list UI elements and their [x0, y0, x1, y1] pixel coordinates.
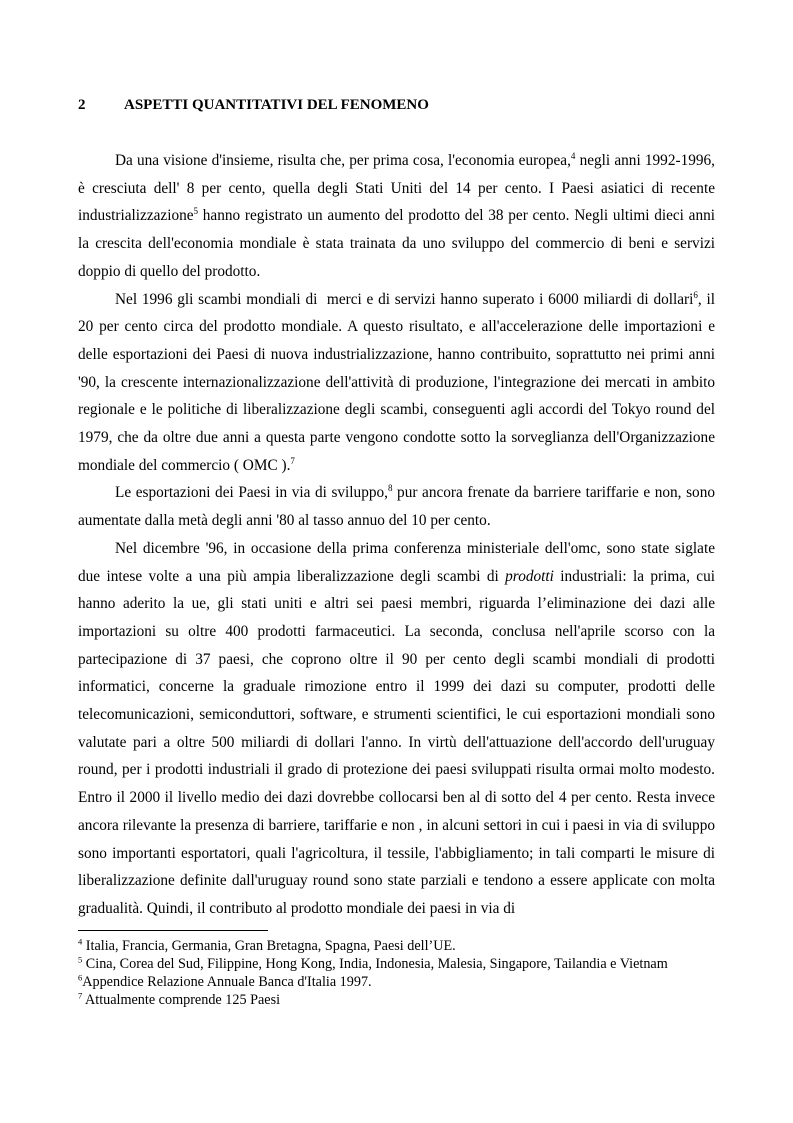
paragraph-3-text-b: pur ancora frenate da barriere tariffarie e non, sono aumentate dalla metà degli anni '80 al tasso annuo del 10 per cento.: [78, 484, 715, 530]
paragraph-4: [78, 535, 715, 923]
footnote-text: Appendice Relazione Annuale Banca d'Italia 1997.: [82, 974, 372, 990]
footnote-mark: 6: [78, 972, 83, 983]
footnotes: [78, 937, 715, 1009]
section-heading: [78, 96, 429, 114]
paragraph-2-text-a: Nel 1996 gli scambi mondiali di merci e di servizi hanno superato i 6000 miliardi di dollari: [115, 290, 694, 308]
footnote-text: Attualmente comprende 125 Paesi: [82, 992, 281, 1008]
paragraph-1-text-b: negli anni 1992-1996, è cresciuta dell' 8 per cento, quella degli Stati Uniti del 14 per cento. I Paesi asiatici di recente industrializzazione: [78, 152, 715, 225]
paragraph-2: [78, 286, 715, 480]
paragraph-1-text-c: hanno registrato un aumento del prodotto del 38 per cento. Negli ultimi dieci anni la crescita dell'economia mondiale è stata trainata da uno sviluppo del commercio di beni e servizi doppio di quello del prodotto.: [78, 207, 715, 280]
footnote-7: [78, 991, 715, 1009]
paragraph-4-italic-word: prodotti: [505, 567, 554, 585]
footnote-5: [78, 955, 715, 973]
paragraph-2-text-b: , il 20 per cento circa del prodotto mondiale. A questo risultato, e all'accelerazione delle importazioni e delle esportazioni dei Paesi di nuova industrializzazione, hanno contribuito, soprattutto nei primi anni '90, la crescente internazionalizzazione dell'attività di produzione, l'integrazione dei mercati in ambito regionale e le politiche di liberalizzazione degli scambi, conseguenti agli accordi del Tokyo round del 1979, che da oltre due anni a questa parte vengono condotte sotto la sorveglianza dell'Organizzazione mondiale del commercio ( OMC ).: [78, 290, 715, 474]
footnote-mark: 7: [78, 990, 83, 1001]
footnote-text: Cina, Corea del Sud, Filippine, Hong Kong, India, Indonesia, Malesia, Singapore, Tailandia e Vietnam: [82, 956, 668, 972]
footnote-4: [78, 937, 715, 955]
paragraph-4-text-b: industriali: la prima, cui hanno aderito la ue, gli stati uniti e altri sei paesi membri, riguarda l’eliminazione dei dazi alle importazioni su oltre 400 prodotti farmaceutici. La seconda, conclusa nell'aprile scorso con la partecipazione di 37 paesi, che coprono oltre il 90 per cento degli scambi mondiali di prodotti informatici, concerne la graduale rimozione entro il 1999 dei dazi su computer, prodotti delle telecomunicazioni, semiconduttori, software, e strumenti scientifici, le cui esportazioni mondiali sono valutate pari a oltre 500 miliardi di dollari l'anno. In virtù dell'attuazione dell'accordo dell'uruguay round, per i prodotti industriali il grado di protezione dei paesi sviluppati risulta ormai molto modesto. Entro il 2000 il livello medio dei dazi dovrebbe collocarsi ben al di sotto del 4 per cento. Resta invece ancora rilevante la presenza di barriere, tariffarie e non , in alcuni settori in cui i paesi in via di sviluppo sono importanti esportatori, quali l'agricoltura, il tessile, l'abbigliamento; in tali comparti le misure di liberalizzazione definite dall'uruguay round sono state parziali e tendono a essere applicate con molta gradualità. Quindi, il contributo al prodotto mondiale dei paesi in via di: [78, 567, 715, 917]
footnote-ref-4: 4: [570, 150, 576, 161]
paragraph-3: [78, 479, 715, 534]
footnote-ref-8: 8: [387, 483, 393, 494]
paragraph-1: [78, 147, 715, 286]
footnote-mark: 4: [78, 936, 83, 947]
section-title: ASPETTI QUANTITATIVI DEL FENOMENO: [124, 97, 429, 113]
paragraph-3-text-a: Le esportazioni dei Paesi in via di sviluppo,: [115, 484, 388, 502]
footnote-ref-7: 7: [290, 455, 295, 466]
footnote-ref-5: 5: [193, 206, 199, 217]
section-number: 2: [78, 97, 86, 113]
paragraph-1-text-a: Da una visione d'insieme, risulta che, per prima cosa, l'economia europea,: [115, 152, 571, 169]
footnote-6: [78, 973, 715, 991]
footnote-separator: [78, 930, 268, 931]
paragraph-4-text-a: Nel dicembre '96, in occasione della prima conferenza ministeriale dell'omc, sono state siglate due intese volte a una più ampia liberalizzazione degli scambi di: [78, 539, 715, 585]
footnote-mark: 5: [78, 954, 83, 965]
footnote-ref-6: 6: [693, 289, 698, 300]
body-text: [78, 147, 715, 923]
footnote-text: Italia, Francia, Germania, Gran Bretagna, Spagna, Paesi dell’UE.: [82, 938, 456, 954]
